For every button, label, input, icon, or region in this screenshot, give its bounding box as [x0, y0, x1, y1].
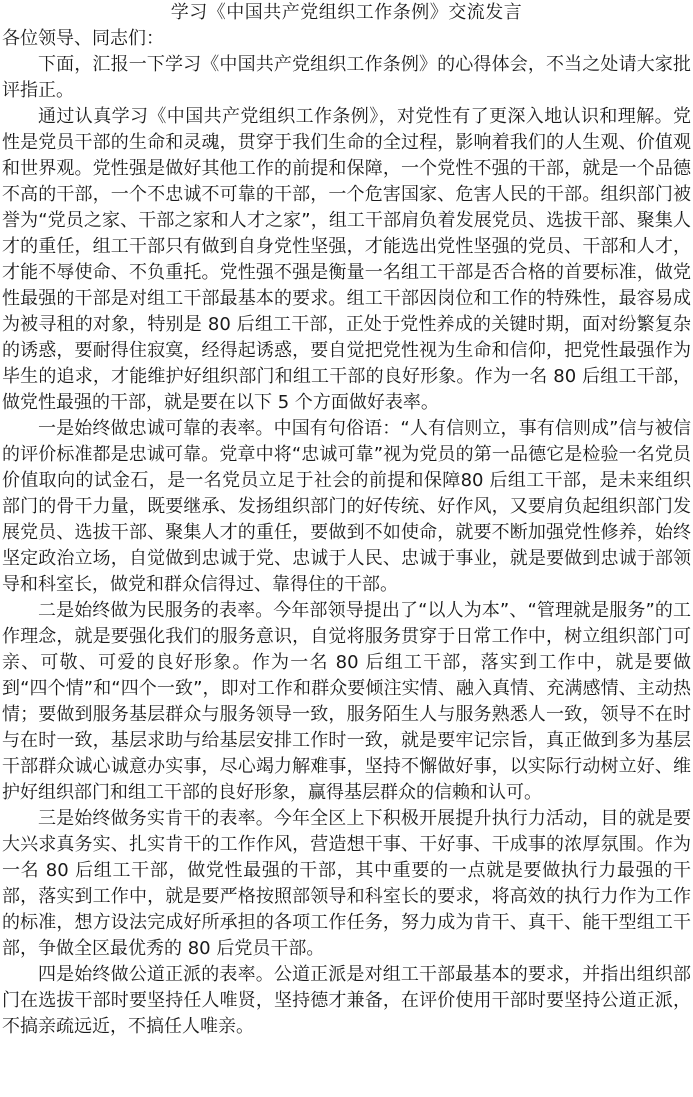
salutation: 各位领导、同志们： [2, 28, 164, 49]
paragraph-intro: 下面，汇报一下学习《中国共产党组织工作条例》的心得体会，不当之处请大家批评指正。 [2, 54, 691, 101]
document-title: 学习《中国共产党组织工作条例》交流发言 [170, 2, 523, 23]
paragraph-loyalty: 一是始终做忠诚可靠的表率。中国有句俗语：“人有信则立，事有信则成”信与被信的评价标准都是忠诚可靠。党章中将“忠诚可靠”视为党员的第一品德它是检验一名党员价值取向的试金石，是一名党员立足于社会的前提和保障80 后组工干部，是未来组织部门的骨干力量，既要继承、发扬组织部门的好传统、好作风，又要肩负起组织部门发展党员、选拔干部、聚集人才的重任，要做到不如使命，就要不断加强党性修养，始终坚定政治立场，自觉做到忠诚于党、忠诚于人民、忠诚于事业，就是要做到忠诚于部领导和科室长，做党和群众信得过、靠得住的干部。 [2, 418, 691, 595]
paragraph-party-spirit: 通过认真学习《中国共产党组织工作条例》，对党性有了更深入地认识和理解。党性是党员干部的生命和灵魂，贯穿于我们生命的全过程，影响着我们的人生观、价值观和世界观。党性强是做好其他工作的前提和保障，一个党性不强的干部，就是一个品德不高的干部，一个不忠诚不可靠的干部，一个危害国家、危害人民的干部。组织部门被誉为“党员之家、干部之家和人才之家”，组工干部肩负着发展党员、选拔干部、聚集人才的重任，组工干部只有做到自身党性坚强，才能选出党性坚强的党员、干部和人才，才能不辱使命、不负重托。党性强不强是衡量一名组工干部是否合格的首要标准，做党性最强的干部是对组工干部最基本的要求。组工干部因岗位和工作的特殊性，最容易成为被寻租的对象，特别是 80 后组工干部，正处于党性养成的关键时期，面对纷繁复杂的诱惑，要耐得住寂寞，经得起诱惑，要自觉把党性视为生命和信仰，把党性最强作为毕生的追求，才能维护好组织部门和组工干部的良好形象。作为一名 80 后组工干部，做党性最强的干部，就是要在以下 5 个方面做好表率。 [2, 106, 691, 413]
paragraph-pragmatism: 三是始终做务实肯干的表率。今年全区上下积极开展提升执行力活动，目的就是要大兴求真务实、扎实肯干的工作作风，营造想干事、干好事、干成事的浓厚氛围。作为一名 80 后组工干部，做党性最强的干部，其中重要的一点就是要做执行力最强的干部，落实到工作中，就是要严格按照部领导和科室长的要求，将高效的执行力作为工作的标准，想方设法完成好所承担的各项工作任务，努力成为肯干、真干、能干型组工干部，争做全区最优秀的 80 后党员干部。 [2, 808, 691, 959]
paragraph-service: 二是始终做为民服务的表率。今年部领导提出了“以人为本”、“管理就是服务”的工作理念，就是要强化我们的服务意识，自觉将服务贯穿于日常工作中，树立组织部门可亲、可敬、可爱的良好形象。作为一名 80 后组工干部，落实到工作中，就是要做到“四个情”和“四个一致”，即对工作和群众要倾注实情、融入真情、充满感情、主动热情；要做到服务基层群众与服务领导一致，服务陌生人与服务熟悉人一致，领导不在时与在时一致，基层求助与给基层安排工作时一致，就是要牢记宗旨，真正做到多为基层干部群众诚心诚意办实事，尽心竭力解难事，坚持不懈做好事，以实际行动树立好、维护好组织部门和组工干部的良好形象，赢得基层群众的信赖和认可。 [2, 600, 691, 803]
paragraph-fairness: 四是始终做公道正派的表率。公道正派是对组工干部最基本的要求，并指出组织部门在选拔干部时要坚持任人唯贤，坚持德才兼备，在评价使用干部时要坚持公道正派，不搞亲疏远近，不搞任人唯亲。 [2, 964, 691, 1037]
